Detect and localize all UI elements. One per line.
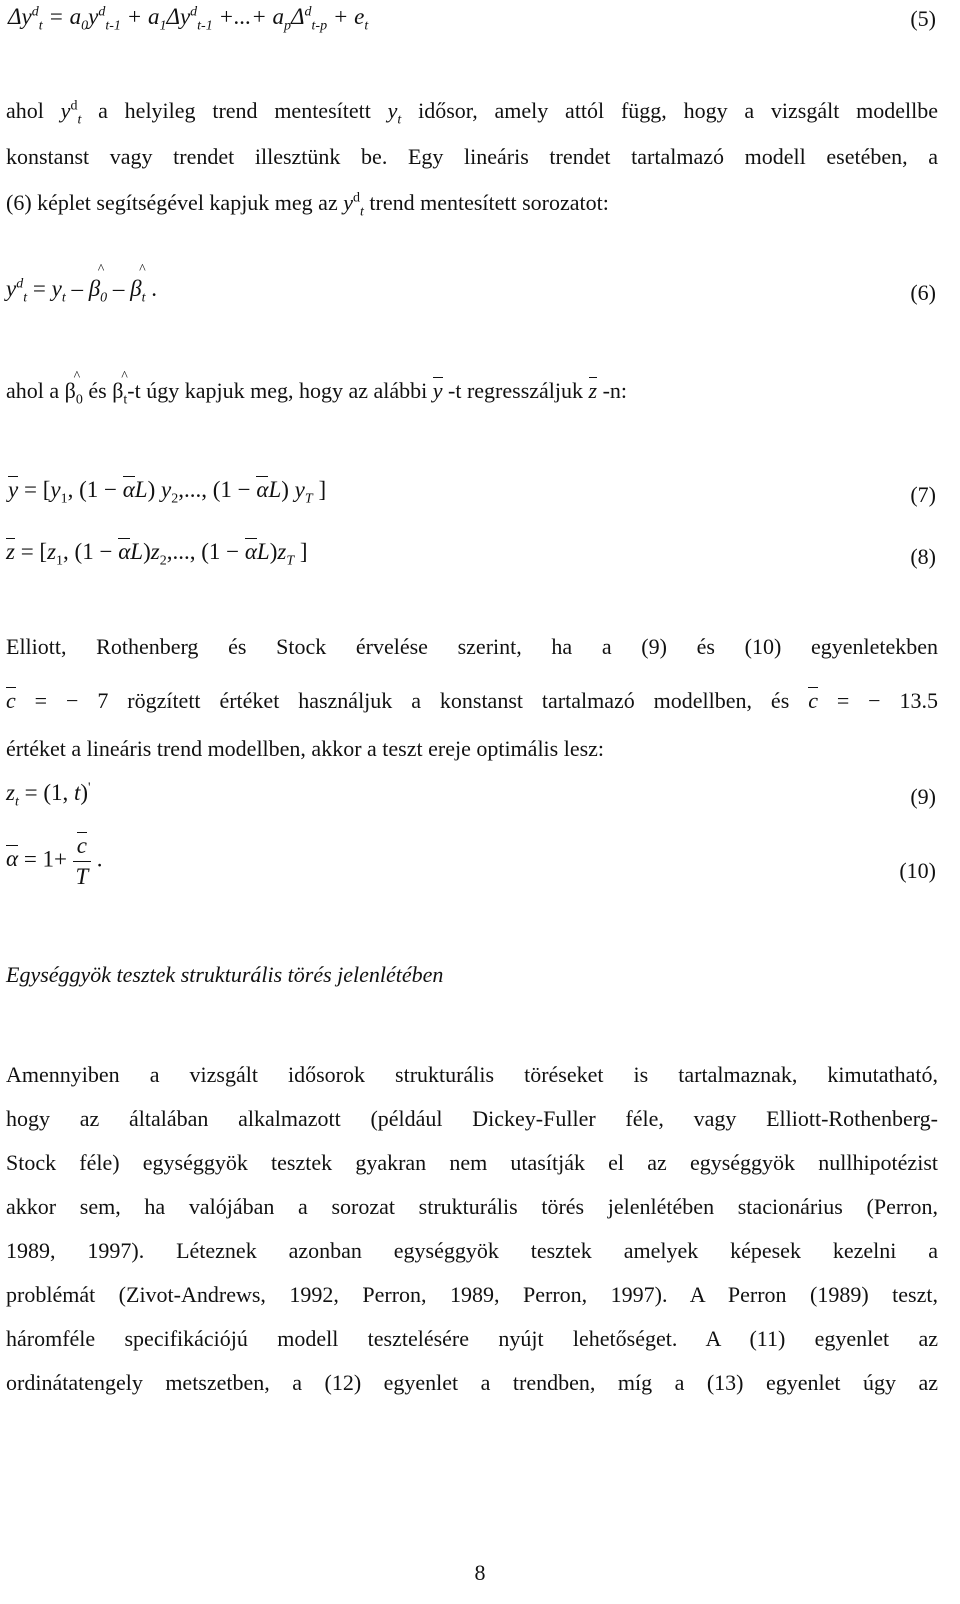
equation-5: $\Delta y^d_t = a_0y^d_{t-1} + a_1\Delta y^d_{t-1}$ +...+ $a_p\Delta^d_{t-p} + e_t$ — [8, 4, 369, 34]
paragraph-regression: ahol a β ^ $_0$ és β ^ $_t$-t úgy kapjuk meg, hogy az alábbi y -t regresszáljuk z -n: — [6, 369, 628, 408]
page-number: 8 — [474, 1560, 486, 1585]
paragraph-detrended-line1: ahol $y^d_t$ a helyileg trend mentesített $y_t$ idősor, amely attól függ, hogy a vizsgált modellbe — [6, 98, 938, 128]
equation-6: $y^d_t = y_t - \beta$ ^ $_0$ – β ^ $_t$ . — [6, 262, 158, 306]
body-line-7: háromféle specifikációjú modell tesztelésére nyújt lehetőséget. A (11) egyenlet az — [6, 1326, 938, 1351]
body-line-5: 1989, 1997). Léteznek azonban egységgyök tesztek amelyek képesek kezelni a — [6, 1238, 938, 1263]
paragraph-ers-line1: Elliott, Rothenberg és Stock érvelése szerint, ha a (9) és (10) egyenletekben — [6, 634, 938, 659]
body-line-2: hogy az általában alkalmazott (például Dickey-Fuller féle, vagy Elliott-Rothenberg- — [6, 1106, 938, 1131]
paragraph-detrended-line3: (6) képlet segítségével kapjuk meg az $y^d_t$ trend mentesített sorozatot: — [6, 190, 609, 220]
paragraph-detrended-line2: konstanst vagy trendet illesztünk be. Egy lineáris trendet tartalmazó modell esetében, a — [6, 144, 938, 169]
equation-6-number: (6) — [910, 280, 936, 305]
equation-7: $y = [y_1$, (1 − αL) $y_2$,..., (1 − αL) $y_T$ ] — [8, 477, 327, 507]
equation-8: $z = [z_1$, $(1 - \alpha L)z_2$,..., $(1 - \alpha L)z_T$ ] — [6, 539, 308, 569]
equation-7-number: (7) — [910, 482, 936, 507]
body-line-8: ordinátatengely metszetben, a (12) egyenlet a trendben, míg a (13) egyenlet úgy az — [6, 1370, 938, 1395]
body-line-3: Stock féle) egységgyök tesztek gyakran nem utasítják el az egységgyök nullhipotézist — [6, 1150, 938, 1175]
equation-8-number: (8) — [910, 544, 936, 569]
paragraph-ers-line2: c = − 7 rögzített értéket használjuk a konstanst tartalmazó modellben, és c = − 13.5 — [6, 688, 939, 713]
equation-5-number: (5) — [910, 6, 936, 31]
paragraph-ers-line3: értéket a lineáris trend modellben, akkor a teszt ereje optimális lesz: — [6, 736, 605, 761]
body-line-1: Amennyiben a vizsgált idősorok strukturális töréseket is tartalmaznak, kimutatható, — [6, 1062, 938, 1087]
equation-9-number: (9) — [910, 784, 936, 809]
equation-10: α = 1+ $\frac{c}{T}$ . — [6, 833, 103, 889]
body-line-6: problémát (Zivot-Andrews, 1992, Perron, 1989, Perron, 1997). A Perron (1989) teszt, — [6, 1282, 938, 1307]
equation-10-number: (10) — [899, 858, 936, 883]
section-heading: Egységgyök tesztek strukturális törés jelenlétében — [6, 962, 444, 987]
body-line-4: akkor sem, ha valójában a sorozat strukturális törés jelenlétében stacionárius (Perron, — [6, 1194, 938, 1219]
equation-9: $z_t = (1$, t)' — [6, 780, 91, 810]
